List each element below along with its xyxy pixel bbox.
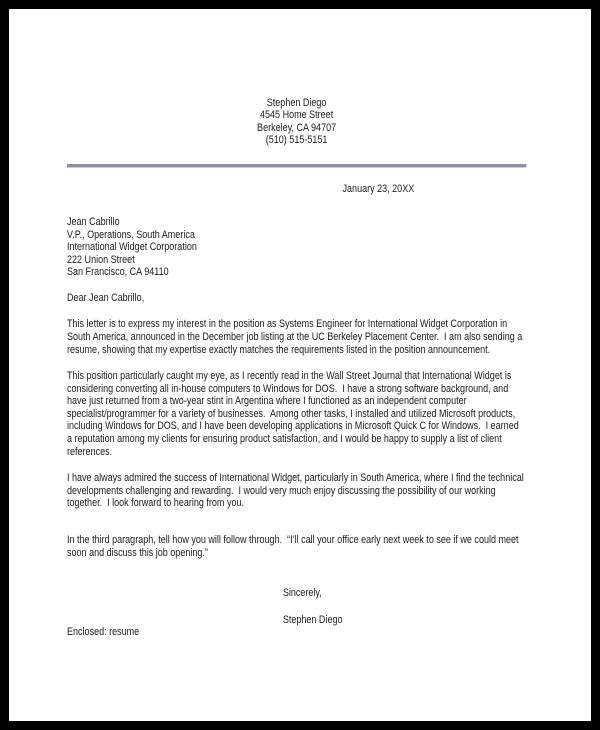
body-paragraph-3: I have always admired the success of International Widget, particularly in South America, where I find the technical developments challenging and rewarding. I would very much enjoy discussing the possibility of our working together. I look forward to hearing from you.: [67, 472, 527, 510]
recipient-name: Jean Cabrillo: [67, 216, 120, 229]
closing-block: [283, 587, 526, 626]
sender-city: Berkeley, CA 94707: [257, 121, 337, 134]
signature-name: Stephen Diego: [282, 613, 343, 626]
sender-street: 4545 Home Street: [259, 109, 334, 122]
sender-name: Stephen Diego: [266, 97, 327, 109]
header-divider-rule: [67, 164, 526, 168]
recipient-title: V.P., Operations, South America: [67, 228, 195, 241]
recipient-block: [67, 216, 526, 279]
closing-salutation: Sincerely,: [282, 587, 322, 600]
letter-date: January 23, 20XX: [342, 182, 415, 195]
recipient-company: International Widget Corporation: [67, 241, 197, 254]
sender-phone: (510) 515-5151: [265, 134, 328, 147]
body-paragraph-4: In the third paragraph, tell how you will follow through. “I’ll call your office early next week to see if we could meet soon and discuss this job opening.”: [67, 534, 522, 559]
sender-block: [67, 97, 526, 147]
body-paragraph-2: This position particularly caught my eye, as I recently read in the Wall Street Journal that International Widget is considering converting all in-house computers to Windows for DOS. I have a strong software background, and have just returned from a two-year stint in Argentina where I functioned as an independent computer specialist/programmer for a variety of businesses. Among other tasks, I installed and utilized Microsoft products, including Windows for DOS, and I have been developing applications in Microsoft Quick C for Windows. I earned a reputation among my clients for ensuring product satisfaction, and I would be happy to supply a list of client references.: [67, 370, 522, 458]
letter-page: [9, 9, 591, 721]
salutation: Dear Jean Cabrillo,: [67, 291, 145, 304]
recipient-street: 222 Union Street: [67, 253, 135, 266]
enclosure-note: Enclosed: resume: [67, 626, 140, 639]
body-paragraph-1: This letter is to express my interest in the position as Systems Engineer for International Widget Corporation in South America, announced in the December job listing at the UC Berkeley Placement Center. I am also sending a resume, showing that my expertise exactly matches the requirements listed in the position announcement.: [67, 318, 525, 356]
recipient-city: San Francisco, CA 94110: [67, 266, 169, 279]
letter-content: [67, 97, 526, 639]
